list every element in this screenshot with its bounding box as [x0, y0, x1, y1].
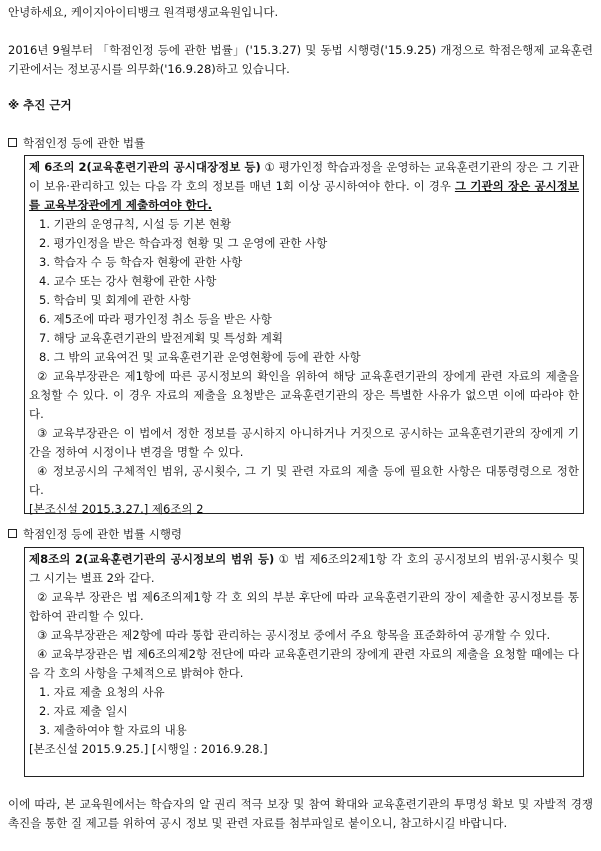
list-item: 1. 자료 제출 요청의 사유	[39, 685, 165, 699]
list-item: 3. 학습자 수 등 학습자 현황에 관한 사항	[39, 255, 243, 269]
list-item: 5. 학습비 및 회계에 관한 사항	[39, 293, 191, 307]
closing-text: 이에 따라, 본 교육원에서는 학습자의 알 권리 적극 보장 및 참여 확대와 교육훈련기관의 투명성 확보 및 자발적 경쟁 촉진을 통한 질 제고를 위하여 공시 정보 및 관련 자료를 첨부파일로 붙이오니, 참고하시길 바랍니다.	[8, 797, 593, 830]
law-heading-label: 학점인정 등에 관한 법률	[23, 136, 146, 150]
decree-clause: ④ 교육부장관은 법 제6조의제2항 전단에 따라 교육훈련기관의 장에게 관련 자료의 제출을 요청할 때에는 다음 각 호의 사항을 구체적으로 밝혀야 한다.	[29, 647, 579, 680]
decree-article-title: 제8조의 2(교육훈련기관의 공시정보의 범위 등)	[29, 552, 275, 566]
checkbox-square-icon	[8, 138, 17, 147]
greeting-text: 안녕하세요, 케이지아이티뱅크 원격평생교육원입니다.	[8, 5, 279, 19]
list-item: 6. 제5조에 따라 평가인정 취소 등을 받은 사항	[39, 312, 272, 326]
decree-article-body: ① 법 제6조의2제1항 각 호의 공시정보의 범위·공시횟수 및 그 시기는 별표 2와 같다.	[29, 552, 579, 585]
decree-clause: ② 교육부 장관은 법 제6조의제1항 각 호 외의 부분 후단에 따라 교육훈련기관의 장이 제출한 공시정보를 통합하여 관리할 수 있다.	[29, 590, 579, 623]
law-article-underlined: 그 기관의 장은 공시정보를 교육부장관에게 제출하여야 한다.	[29, 179, 579, 212]
list-item: 1. 기관의 운영규칙, 시설 등 기본 현황	[39, 217, 232, 231]
decree-heading-label: 학점인정 등에 관한 법률 시행령	[23, 527, 183, 541]
law-article-body: ① 평가인정 학습과정을 운영하는 교육훈련기관의 장은 그 기관이 보유·관리하고 있는 다음 각 호의 정보를 매년 1회 이상 공시하여야 한다. 이 경우	[29, 160, 579, 193]
law-article-text	[29, 158, 579, 215]
list-item: 7. 해당 교육훈련기관의 발전계획 및 특성화 계획	[39, 331, 283, 345]
decree-clause: ③ 교육부장관은 제2항에 따라 통합 관리하는 공시정보 중에서 주요 항목을 표준화하여 공개할 수 있다.	[37, 628, 551, 642]
decree-source: [본조신설 2015.9.25.] [시행일 : 2016.9.28.]	[29, 742, 268, 756]
law-article-title: 제 6조의 2(교육훈련기관의 공시대장정보 등)	[29, 160, 261, 174]
law-heading	[8, 134, 593, 153]
list-item: 8. 그 밖의 교육여건 및 교육훈련기관 운영현황에 등에 관한 사항	[39, 350, 361, 364]
law-clause: ② 교육부장관은 제1항에 따른 공시정보의 확인을 위하여 해당 교육훈련기관의 장에게 관련 자료의 제출을 요청할 수 있다. 이 경우 자료의 제출을 요청받은 교육훈련기관의 장은 특별한 사유가 없으면 이에 따라야 한다.	[29, 369, 579, 421]
law-article-box	[24, 155, 584, 514]
list-item: 4. 교수 또는 강사 현황에 관한 사항	[39, 274, 217, 288]
law-clause: ③ 교육부장관은 이 법에서 정한 정보를 공시하지 아니하거나 거짓으로 공시하는 교육훈련기관의 장에게 기간을 정하여 시정이나 변경을 명할 수 있다.	[29, 426, 579, 459]
checkbox-square-icon	[8, 529, 17, 538]
decree-article-text	[29, 550, 579, 588]
list-item: 2. 자료 제출 일시	[39, 704, 128, 718]
list-item: 3. 제출하여야 할 자료의 내용	[39, 723, 187, 737]
notice-text: 2016년 9월부터 「학점인정 등에 관한 법률」('15.3.27) 및 동법 시행령('15.9.25) 개정으로 학점은행제 교육훈련기관에서는 정보공시를 의무화('16.9.28)하고 있습니다.	[8, 43, 593, 76]
decree-heading	[8, 525, 593, 544]
law-clause: ④ 정보공시의 구체적인 범위, 공시횟수, 그 기 및 관련 자료의 제출 등에 필요한 사항은 대통령령으로 정한다.	[29, 464, 579, 497]
law-source: [본조신설 2015.3.27.] 제6조의 2	[29, 502, 204, 516]
basis-title: ※ 추진 근거	[8, 98, 72, 112]
decree-article-box	[24, 547, 584, 777]
list-item: 2. 평가인정을 받은 학습과정 현황 및 그 운영에 관한 사항	[39, 236, 328, 250]
